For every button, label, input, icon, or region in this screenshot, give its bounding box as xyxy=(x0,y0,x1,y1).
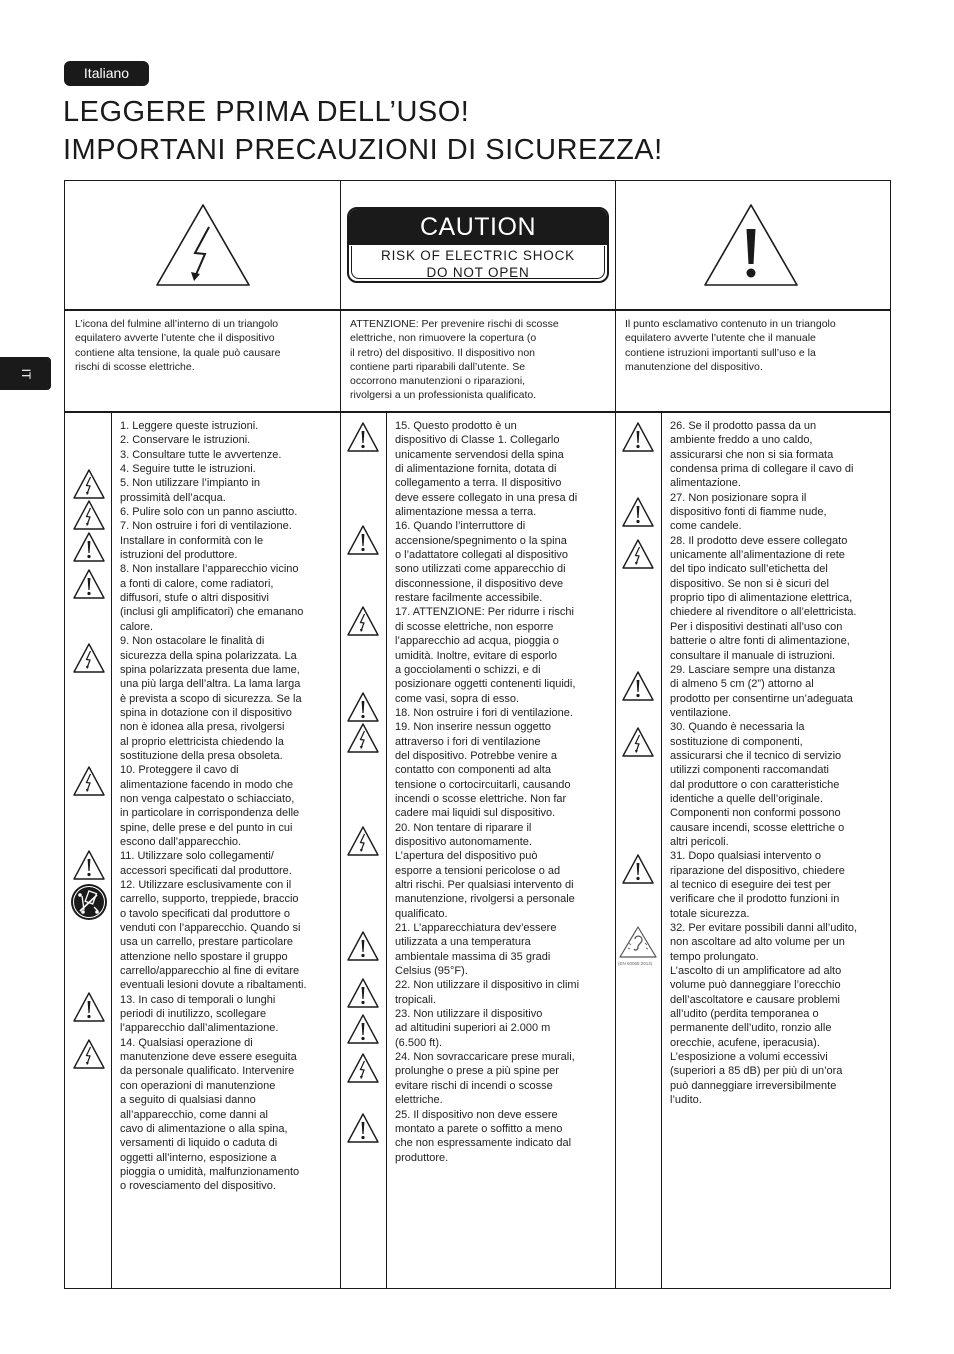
instructions-text-3: 26. Se il prodotto passa da un ambiente freddo a uno caldo, assicurarsi che non si sia formata condensa prima di collegare il cavo di alimentazione. 27. Non posizionare sopra il dispositivo fonti di fiamme nude, come candele. 28. Il prodotto deve essere collegato unicamente all’alimentazione di rete del tipo indicato sull’etichetta del dispositivo. Se non si è sicuri del proprio tipo di alimentazione elettrica, chiedere al rivenditore o all’elettricista. Per i dispositivi destinati all’uso con batterie o altre fonti di alimentazione, consultare il manuale di istruzioni. 29. Lasciare sempre una distanza di almeno 5 cm (2”) attorno al prodotto per consentirne un’adeguata ventilazione. 30. Quando è necessaria la sostituzione di componenti, assicurarsi che il tecnico di servizio utilizzi componenti raccomandati dal produttore o con caratteristiche identiche a quelle dell’originale. Componenti non conformi possono causare incendi, scosse elettriche o altri pericoli. 31. Dopo qualsiasi intervento o riparazione del dispositivo, chiedere al tecnico di eseguire dei test per verificare che il prodotto funzioni in totale sicurezza. 32. Per evitare possibili danni all’udito, non ascoltare ad alto volume per un tempo prolungato. L’ascolto di un amplificatore ad alto volume può danneggiare l’orecchio dell’ascoltatore e causare problemi all’udito (perdita temporanea o permanente dell’udito, ronzio alle orecchie, acufene, iperacusia). L’esposizione a volumi eccessivi (superiori a 85 dB) per più di un’ora può danneggiare irreversibilmente l’udito. xyxy=(670,420,858,1107)
exclamation-warning-icon xyxy=(621,670,655,702)
instructions-text-2: 15. Questo prodotto è un dispositivo di Classe 1. Collegarlo unicamente servendosi della spina di alimentazione fornita, dotata di collegamento a terra. Il dispositivo deve essere collegato in una presa di alimentazione messa a terra. 16. Quando l’interruttore di accensione/spegnimento o la spina o l’adattatore collegati al dispositivo sono utilizzati come apparecchio di disconnessione, il dispositivo deve restare facilmente accessibile. 17. ATTENZIONE: Per ridurre i rischi di scosse elettriche, non esporre l’apparecchio ad acqua, pioggia o umidità. Inoltre, evitare di esporlo a gocciolamenti o schizzi, e di posizionare oggetti contenenti liquidi, come vasi, sopra di esso. 18. Non ostruire i fori di ventilazione. 19. Non inserire nessun oggetto attraverso i fori di ventilazione del dispositivo. Potrebbe venire a contatto con componenti ad alta tensione o cortocircuitarli, causando incendi o scosse elettriche. Non far cadere mai liquidi sul dispositivo. 20. Non tentare di riparare il dispositivo autonomamente. L’apertura del dispositivo può esporre a tensioni pericolose o ad altri rischi. Per qualsiasi intervento di manutenzione, rivolgersi a personale qualificato. 21. L’apparecchiatura dev’essere utilizzata a una temperatura ambientale massima di 35 gradi Celsius (95°F). 22. Non utilizzare il dispositivo in climi tropicali. 23. Non utilizzare il dispositivo ad altitudini superiori ai 2.000 m (6.500 ft). 24. Non sovraccaricare prese murali, prolunghe o prese a più spine per evitare rischi di incendi o scosse elettriche. 25. Il dispositivo non deve essere montato a parete o soffitto a meno che non espressamente indicato dal produttore. xyxy=(395,420,580,1164)
exclamation-warning-icon xyxy=(621,853,655,885)
lightning-warning-icon xyxy=(72,468,106,500)
column-divider-2 xyxy=(615,181,616,1288)
symbol-row-divider xyxy=(65,309,890,311)
description-row-divider xyxy=(65,411,890,413)
instructions-column-1 xyxy=(120,419,335,1194)
language-badge: Italiano xyxy=(64,61,149,86)
lightning-warning-icon xyxy=(72,1038,106,1070)
exclamation-warning-icon xyxy=(346,1112,380,1144)
exclamation-warning-icon xyxy=(346,524,380,556)
exclamation-warning-icon xyxy=(346,691,380,723)
icon-gutter-divider-2 xyxy=(386,412,387,1288)
exclamation-warning-icon xyxy=(72,531,106,563)
exclamation-warning-icon xyxy=(72,849,106,881)
hearing-standard-label: (EN 60065:2014) xyxy=(618,961,653,966)
column-divider-1 xyxy=(340,181,341,1288)
title-line-2: IMPORTANI PRECAUZIONI DI SICUREZZA! xyxy=(63,134,663,166)
exclamation-warning-icon xyxy=(72,991,106,1023)
lightning-warning-icon xyxy=(72,765,106,797)
title-line-1: LEGGERE PRIMA DELL’USO! xyxy=(63,96,470,128)
icon-gutter-divider-1 xyxy=(111,412,112,1288)
page-title xyxy=(63,93,663,169)
lightning-description: L’icona del fulmine all’interno di un triangolo equilatero avverte l’utente che il dispositivo contiene alta tensione, la quale può causare rischi di scosse elettriche. xyxy=(75,318,281,373)
exclamation-warning-icon xyxy=(621,496,655,528)
lightning-warning-icon xyxy=(72,642,106,674)
caution-title: CAUTION xyxy=(349,209,607,245)
lightning-warning-icon xyxy=(346,605,380,637)
caution-line-2: DO NOT OPEN xyxy=(426,265,530,280)
lightning-warning-icon xyxy=(346,722,380,754)
exclamation-warning-icon xyxy=(701,201,801,289)
lightning-warning-icon xyxy=(621,726,655,758)
icon-gutter-divider-3 xyxy=(661,412,662,1288)
exclamation-warning-icon xyxy=(346,930,380,962)
exclamation-warning-icon xyxy=(72,568,106,600)
side-tab-label: IT xyxy=(18,368,33,379)
lightning-warning-icon xyxy=(153,201,253,289)
caution-line-1: RISK OF ELECTRIC SHOCK xyxy=(381,248,575,263)
exclamation-warning-icon xyxy=(346,977,380,1009)
language-side-tab xyxy=(0,357,51,390)
instructions-column-2 xyxy=(395,419,613,1165)
caution-label xyxy=(347,207,609,283)
caution-subtitle xyxy=(351,246,605,279)
instructions-column-3 xyxy=(670,419,888,1108)
exclamation-warning-icon xyxy=(346,1013,380,1045)
lightning-warning-icon xyxy=(72,499,106,531)
safety-table xyxy=(64,180,891,1289)
exclamation-warning-icon xyxy=(346,421,380,453)
lightning-warning-icon xyxy=(346,1052,380,1084)
lightning-warning-icon xyxy=(621,538,655,570)
cart-tipover-icon xyxy=(70,883,108,921)
instructions-text-1: 1. Leggere queste istruzioni. 2. Conservare le istruzioni. 3. Consultare tutte le avvertenze. 4. Seguire tutte le istruzioni. 5. Non utilizzare l’impianto in prossimità dell’acqua. 6. Pulire solo con un panno asciutto. 7. Non ostruire i fori di ventilazione. Installare in conformità con le istruzioni del produttore. 8. Non installare l’apparecchio vicino a fonti di calore, come radiatori, diffusori, stufe o altri dispositivi (inclusi gli amplificatori) che emanano calore. 9. Non ostacolare le finalità di sicurezza della spina polarizzata. La spina polarizzata presenta due lame, una più larga dell’altra. La lama larga è prevista a scopo di sicurezza. Se la spina in dotazione con il dispositivo non è idonea alla presa, rivolgersi al proprio elettricista chiedendo la sostituzione della presa obsoleta. 10. Proteggere il cavo di alimentazione facendo in modo che non venga calpestato o schiacciato, in particolare in corrispondenza delle spine, delle prese e del punto in cui escono dall’apparecchio. 11. Utilizzare solo collegamenti/ accessori specificati dal produttore. 12. Utilizzare esclusivamente con il carrello, supporto, treppiede, braccio o tavolo specificati dal produttore o venduti con l’apparecchio. Quando si usa un carrello, prestare particolare attenzione nello spostare il gruppo carrello/apparecchio al fine di evitare eventuali lesioni dovute a ribaltamenti. 13. In caso di temporali o lunghi periodi di inutilizzo, scollegare l’apparecchio dall’alimentazione. 14. Qualsiasi operazione di manutenzione deve essere eseguita da personale qualificato. Intervenire con operazioni di manutenzione a seguito di qualsiasi danno all’apparecchio, come danni al cavo di alimentazione o alla spina, versamenti di liquido o caduta di oggetti all’interno, esposizione a pioggia o umidità, malfunzionamento o rovesciamento del dispositivo. xyxy=(120,420,307,1193)
hearing-damage-icon xyxy=(618,925,658,959)
lightning-warning-icon xyxy=(346,825,380,857)
exclamation-warning-icon xyxy=(621,421,655,453)
exclamation-description: Il punto esclamativo contenuto in un triangolo equilatero avverte l’utente che il manuale contiene istruzioni importanti sull’uso e la manutenzione del dispositivo. xyxy=(625,318,836,373)
attention-description: ATTENZIONE: Per prevenire rischi di scosse elettriche, non rimuovere la copertura (o il retro) del dispositivo. Il dispositivo non contiene parti riparabili dall’utente. Se occorrono manutenzioni o riparazioni, rivolgersi a un professionista qualificato. xyxy=(350,318,559,402)
